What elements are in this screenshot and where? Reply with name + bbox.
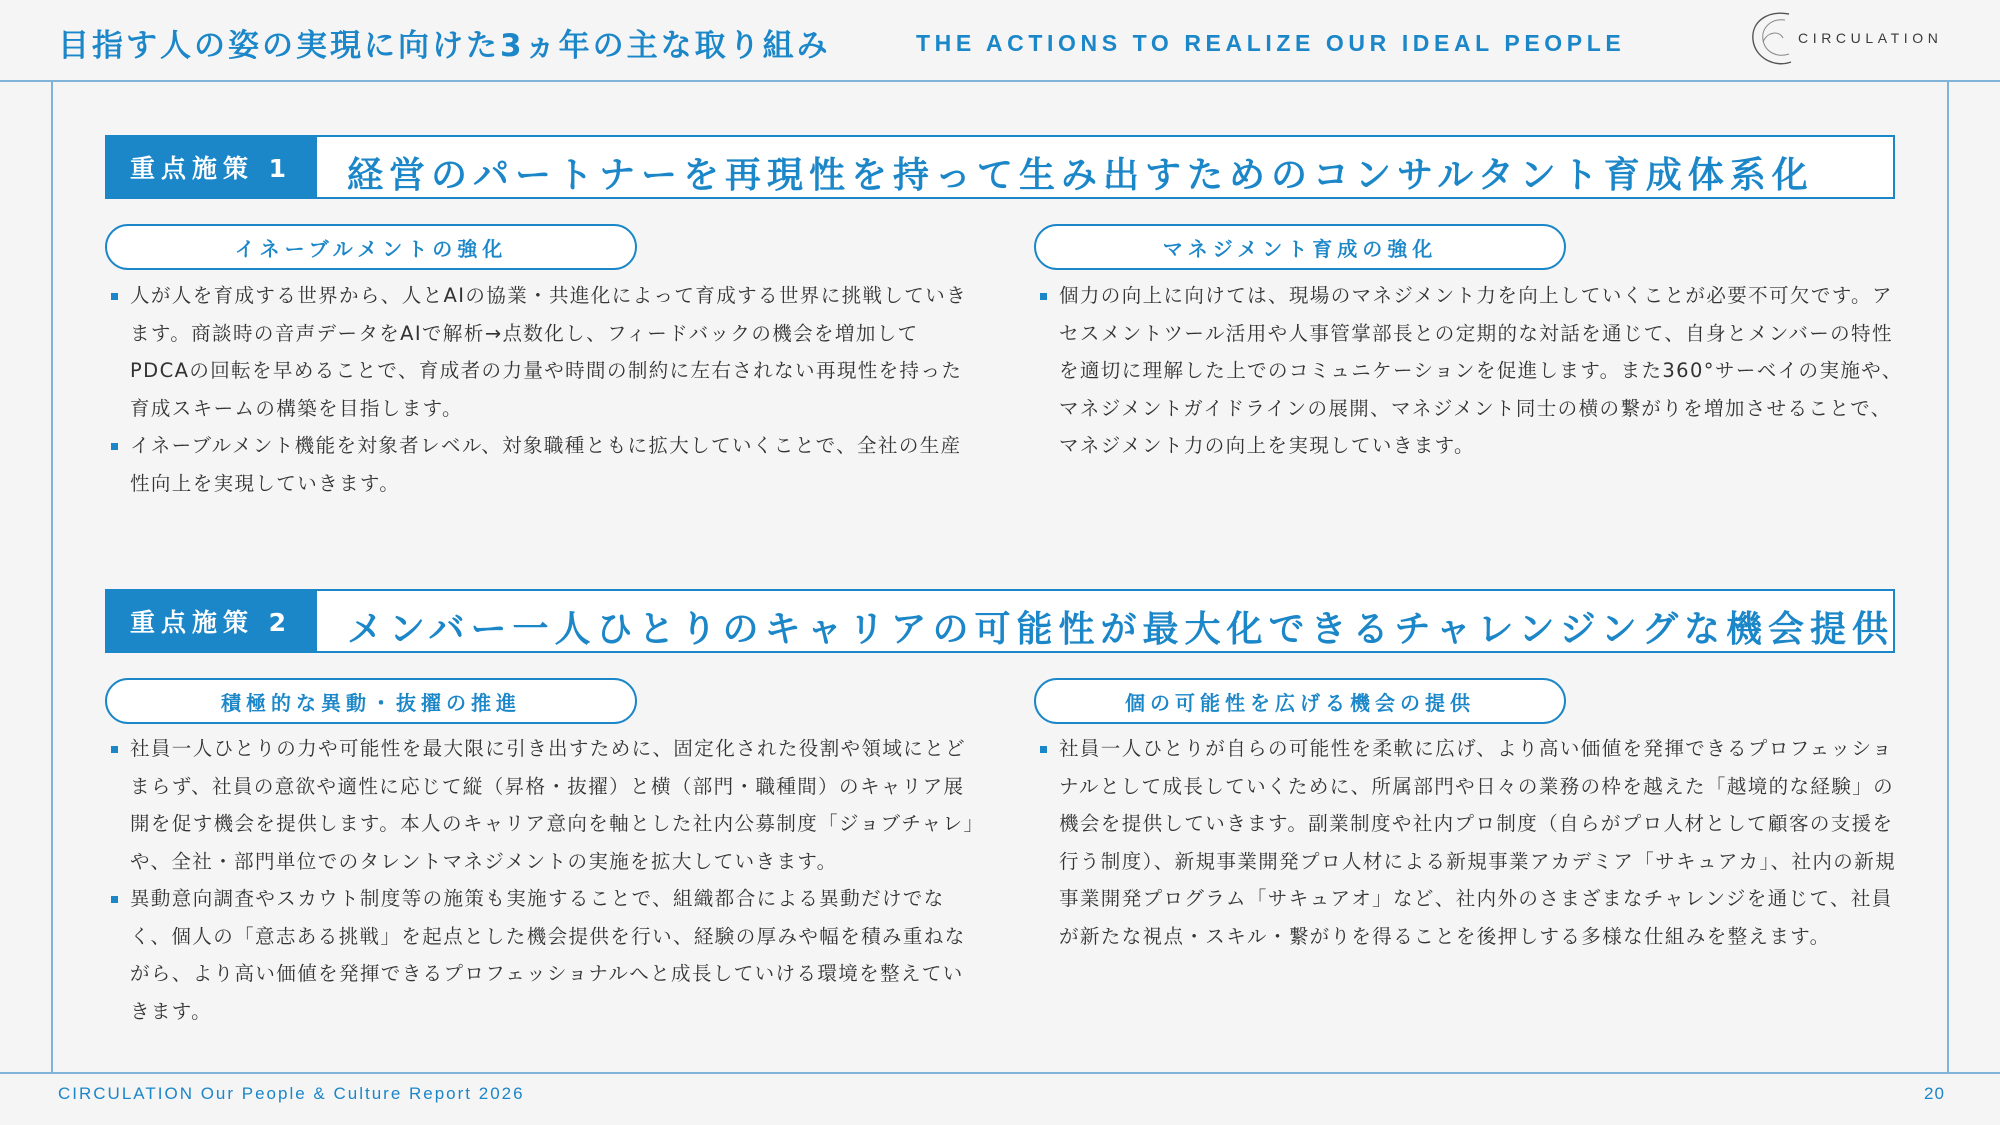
bullet-icon [1040,746,1047,753]
logo-mark-icon [1745,8,1805,74]
bullet-icon [111,293,118,300]
section-2-title: メンバー一人ひとりのキャリアの可能性が最大化できるチャレンジングな機会提供 [347,609,1894,650]
section-1-col-2-heading: マネジメント育成の強化 [1034,224,1566,270]
logo-text: CIRCULATION [1798,30,1943,46]
section-2-col-2-heading: 個の可能性を広げる機会の提供 [1034,678,1566,724]
section-2-bar [105,589,1895,653]
list-item: 異動意向調査やスカウト制度等の施策も実施することで、組織都合による異動だけでなく、個人の「意志ある挑戦」を起点とした機会提供を行い、経験の厚みや幅を積み重ねながら、より高い価値を発揮できるプロフェッショナルへと成長していける環境を整えていきます。 [108,880,976,1030]
page-title-en: THE ACTIONS TO REALIZE OUR IDEAL PEOPLE [916,30,1626,56]
left-border [51,80,53,1074]
section-1-col-2-list [1037,277,1905,465]
list-item: 人が人を育成する世界から、人とAIの協業・共進化によって育成する世界に挑戦していきます。商談時の音声データをAIで解析→点数化し、フィードバックの機会を増加してPDCAの回転を早めることで、育成者の力量や時間の制約に左右されない再現性を持った育成スキームの構築を目指します。 [108,277,976,427]
section-1-title: 経営のパートナーを再現性を持って生み出すためのコンサルタント育成体系化 [347,155,1814,196]
header-divider [0,80,2000,82]
section-1-bar [105,135,1895,199]
section-1-col-1-heading: イネーブルメントの強化 [105,224,637,270]
section-2-tag: 重点施策 2 [105,589,317,653]
right-border [1947,80,1949,1074]
section-2-col-1-list [108,730,976,1030]
page-number: 20 [1924,1084,1945,1103]
bullet-icon [111,443,118,450]
list-item: 個力の向上に向けては、現場のマネジメント力を向上していくことが必要不可欠です。アセスメントツール活用や人事管掌部長との定期的な対話を通じて、自身とメンバーの特性を適切に理解した上でのコミュニケーションを促進します。また360°サーベイの実施や、マネジメントガイドラインの展開、マネジメント同士の横の繋がりを増加させることで、マネジメント力の向上を実現していきます。 [1037,277,1905,465]
footer-divider [0,1072,2000,1074]
list-item: イネーブルメント機能を対象者レベル、対象職種ともに拡大していくことで、全社の生産性向上を実現していきます。 [108,427,976,502]
bullet-icon [111,746,118,753]
page-header [0,0,2000,80]
footer-report-title: CIRCULATION Our People & Culture Report 2026 [58,1084,525,1103]
list-item: 社員一人ひとりが自らの可能性を柔軟に広げ、より高い価値を発揮できるプロフェッショナルとして成長していくために、所属部門や日々の業務の枠を越えた「越境的な経験」の機会を提供していきます。副業制度や社内プロ制度（自らがプロ人材として顧客の支援を行う制度）、新規事業開発プロ人材による新規事業アカデミア「サキュアカ」、社内の新規事業開発プログラム「サキュアオ」など、社内外のさまざまなチャレンジを通じて、社員が新たな視点・スキル・繋がりを得ることを後押しする多様な仕組みを整えます。 [1037,730,1905,955]
circulation-logo [1745,8,1975,74]
section-2-col-2-list [1037,730,1905,955]
section-2-col-1-heading: 積極的な異動・抜擢の推進 [105,678,637,724]
bullet-icon [111,896,118,903]
bullet-icon [1040,293,1047,300]
list-item: 社員一人ひとりの力や可能性を最大限に引き出すために、固定化された役割や領域にとどまらず、社員の意欲や適性に応じて縦（昇格・抜擢）と横（部門・職種間）のキャリア展開を促す機会を提供します。本人のキャリア意向を軸とした社内公募制度「ジョブチャレ」や、全社・部門単位でのタレントマネジメントの実施を拡大していきます。 [108,730,976,880]
section-1-tag: 重点施策 1 [105,135,317,199]
section-1-col-1-list [108,277,976,502]
page-title-jp: 目指す人の姿の実現に向けた3ヵ年の主な取り組み [58,28,831,64]
